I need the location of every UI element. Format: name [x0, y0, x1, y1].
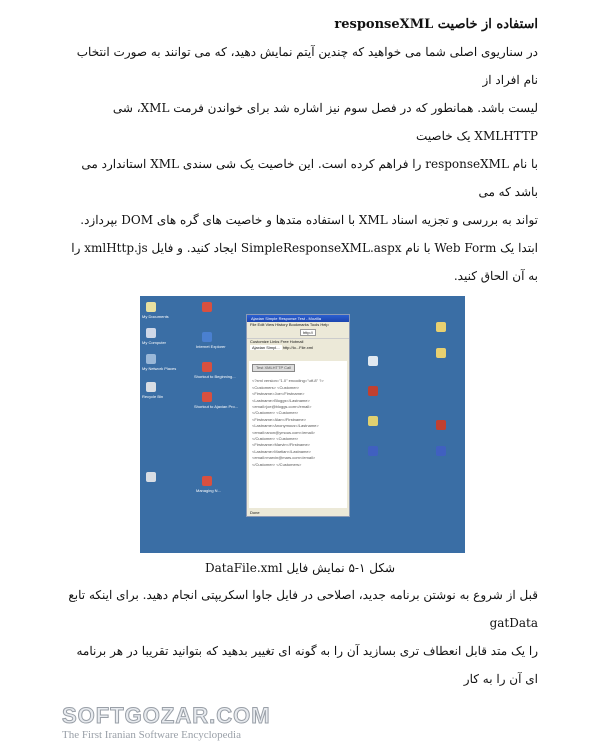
xml-line: </Customer> </Customers>: [252, 461, 302, 467]
browser-window: [246, 314, 350, 517]
address-bar: [247, 328, 349, 339]
xml-output: [252, 378, 344, 468]
ie-icon: [202, 332, 212, 342]
figure-caption: شکل ۱-۵ نمایش فایل DataFile.xml: [204, 561, 396, 575]
paragraph-line: تواند به بررسی و تجزیه اسناد XML با استفاده متدها و خاصیت های گره های DOM بپردازد.: [80, 213, 538, 227]
app-icon: [368, 356, 378, 366]
icon-label: My Network Places: [142, 366, 177, 371]
xml-line: <email>marvin@mars.com</email>: [252, 455, 316, 461]
watermark: [62, 703, 538, 741]
paragraph-line: لیست باشد. همانطور که در فصل سوم نیز اشاره شد برای خواندن فرمت XML، شی XMLHTTP یک خاصیت: [112, 101, 538, 143]
file-icon: [146, 472, 156, 482]
section-heading: استفاده از خاصیت responseXML: [334, 17, 538, 32]
folder-icon: [436, 322, 446, 332]
tab-bar: [247, 345, 349, 351]
address-input: http://: [300, 329, 316, 336]
app-icon: [436, 420, 446, 430]
shortcut-icon: [202, 392, 212, 402]
document-page: [62, 0, 538, 741]
xml-line: <Lastname>Bloggs</Lastname>: [252, 397, 310, 403]
page-content: [249, 361, 347, 508]
icon-label: Shortcut to Beginning...: [194, 374, 236, 379]
watermark-tagline: The First Iranian Software Encyclopedia: [62, 729, 241, 741]
xml-line: <Firstname>Alan</Firstname>: [252, 416, 307, 422]
tab: Ajaxian Simpl...: [252, 345, 280, 350]
xml-line: <email>joe@bloggs.com</email>: [252, 404, 312, 410]
icon-label: Managing N...: [196, 488, 221, 493]
figure-screenshot: [140, 296, 465, 553]
watermark-logo: SOFTGOZAR.COM: [62, 703, 271, 728]
app-icon: [436, 446, 446, 456]
xml-line: </Customer> <Customer>: [252, 410, 299, 416]
tab: http://lo...File.xml: [282, 345, 313, 350]
paragraph-line: به آن الحاق کنید.: [453, 269, 538, 283]
documents-icon: [146, 302, 156, 312]
icon-label: My Computer: [142, 340, 167, 345]
xml-line: <Lastname>Anonymous</Lastname>: [252, 423, 319, 429]
xml-line: <Customers> <Customer>: [252, 384, 300, 390]
paragraph-line: با نام responseXML را فراهم کرده است. این خاصیت یک شی سندی XML استاندارد می باشد که می: [81, 157, 538, 199]
icon-label: Internet Explorer: [196, 344, 226, 349]
folder-icon: [436, 348, 446, 358]
paragraph-line: در سناریوی اصلی شما می خواهید که چندین آیتم نمایش دهید، که می توانند به صورت انتخاب نام افراد از: [76, 45, 538, 87]
shortcut-icon: [202, 302, 212, 312]
xml-line: <email>anon@ymous.com</email>: [252, 429, 315, 435]
computer-icon: [146, 328, 156, 338]
recycle-bin-icon: [146, 382, 156, 392]
paragraph-line: را یک متد قابل انعطاف تری بسازید آن را به گونه ای تغییر بدهید که بتوانید تقریبا در هر برنامه ای آن را به کار: [76, 644, 538, 686]
icon-label: Recycle Bin: [142, 394, 164, 399]
paragraph-line: قبل از شروع به نوشتن برنامه جدید، اصلاحی در فایل جاوا اسکریپتی انجام دهید. برای اینکه تابع gatData: [68, 588, 538, 630]
menu-bar: File Edit View History Bookmarks Tools Help: [250, 322, 329, 327]
xml-line: <?xml version="1.0" encoding="utf-8" ?>: [252, 378, 324, 384]
app-icon: [368, 416, 378, 426]
paragraph-line: ابتدا یک Web Form با نام SimpleResponseXML.aspx ایجاد کنید. و فایل xmlHttp.js را: [71, 241, 538, 255]
app-icon: [368, 386, 378, 396]
bookmarks-bar: Customize Links Free Hotmail: [250, 339, 304, 344]
icon-label: Shortcut to Ajaxian Pro...: [194, 404, 239, 409]
xml-line: <Firstname>Joe</Firstname>: [252, 391, 305, 397]
xml-line: <Lastname>Martian</Lastname>: [252, 448, 311, 454]
shortcut-icon: [202, 476, 212, 486]
network-icon: [146, 354, 156, 364]
status-bar: Done: [250, 510, 260, 515]
test-call-button: Test XMLHTTP Call: [252, 364, 295, 372]
app-icon: [368, 446, 378, 456]
xml-line: </Customer> <Customer>: [252, 436, 299, 442]
window-title: Ajaxian Simple Response Test - Mozilla: [247, 315, 349, 322]
shortcut-icon: [202, 362, 212, 372]
icon-label: My Documents: [142, 314, 169, 319]
xml-line: <Firstname>Marvin</Firstname>: [252, 442, 311, 448]
